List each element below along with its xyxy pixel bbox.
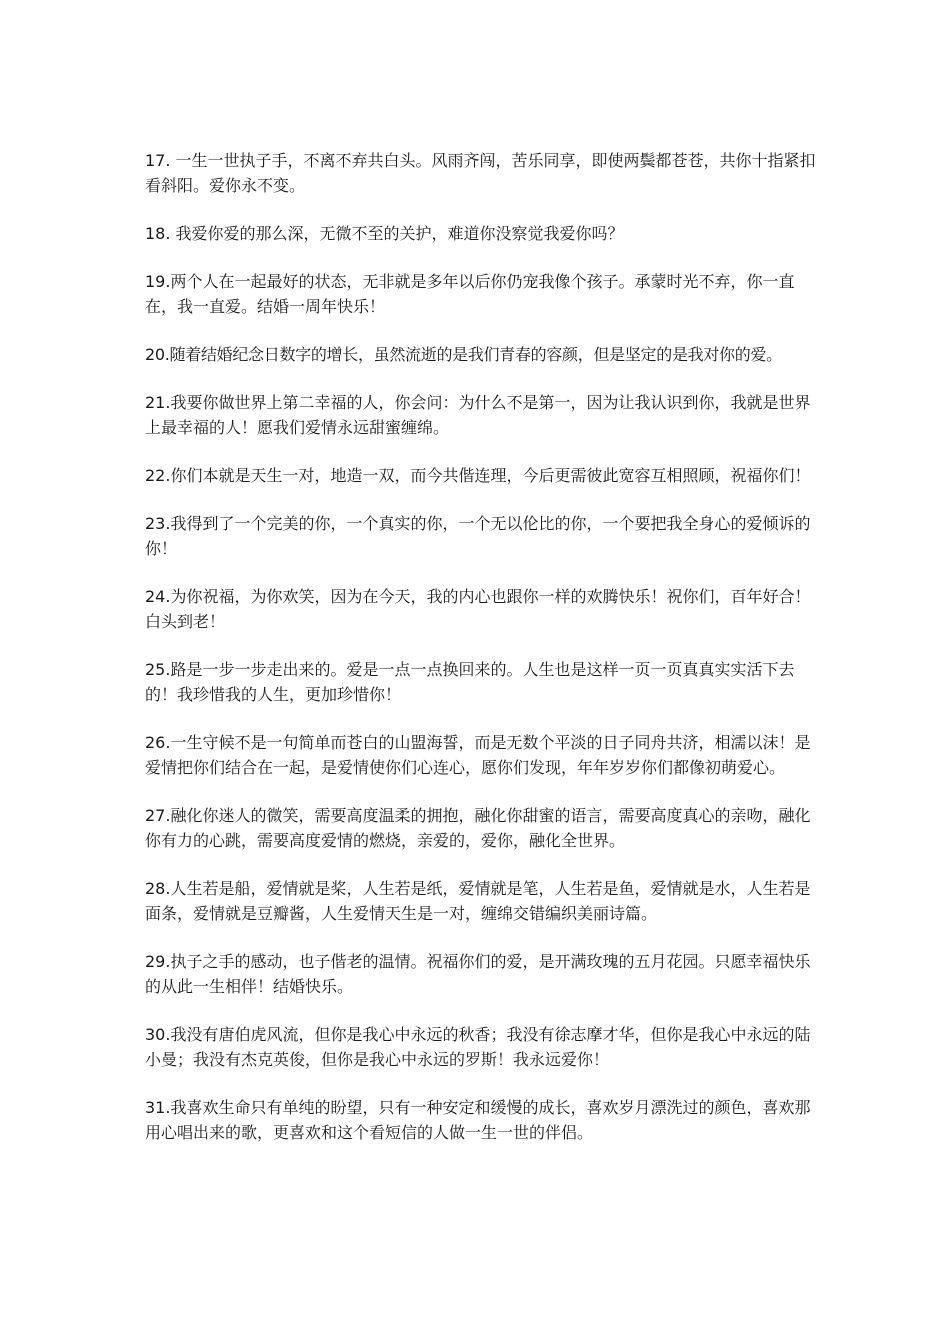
wish-entry-25: 25.路是一步一步走出来的。爱是一点一点换回来的。人生也是这样一页一页真真实实活下去的！我珍惜我的人生，更加珍惜你！	[145, 660, 795, 704]
wish-entry-24: 24.为你祝福，为你欢笑，因为在今天，我的内心也跟你一样的欢腾快乐！祝你们，百年好合！白头到老！	[145, 587, 811, 631]
document-body	[145, 148, 817, 1168]
wish-entry-19: 19.两个人在一起最好的状态，无非就是多年以后你仍宠我像个孩子。承蒙时光不弃，你一直在，我一直爱。结婚一周年快乐！	[145, 272, 795, 316]
wish-entry-23: 23.我得到了一个完美的你，一个真实的你，一个无以伦比的你，一个要把我全身心的爱倾诉的你！	[145, 514, 811, 558]
wish-entry-27: 27.融化你迷人的微笑，需要高度温柔的拥抱，融化你甜蜜的语言，需要高度真心的亲吻，融化你有力的心跳，需要高度爱情的燃烧，亲爱的，爱你，融化全世界。	[145, 806, 811, 850]
wish-entry-29: 29.执子之手的感动，也子偕老的温情。祝福你们的爱，是开满玫瑰的五月花园。只愿幸福快乐的从此一生相伴！结婚快乐。	[145, 952, 811, 996]
wish-entry-26: 26.一生守候不是一句简单而苍白的山盟海誓，而是无数个平淡的日子同舟共济，相濡以沫！是爱情把你们结合在一起，是爱情使你们心连心，愿你们发现，年年岁岁你们都像初萌爱心。	[145, 733, 811, 777]
wish-entry-21: 21.我要你做世界上第二幸福的人，你会问：为什么不是第一，因为让我认识到你，我就是世界上最幸福的人！愿我们爱情永远甜蜜缠绵。	[145, 393, 811, 437]
wish-entry-18: 18. 我爱你爱的那么深，无微不至的关护，难道你没察觉我爱你吗？	[145, 224, 624, 243]
wish-entry-31: 31.我喜欢生命只有单纯的盼望，只有一种安定和缓慢的成长，喜欢岁月漂洗过的颜色，喜欢那用心唱出来的歌，更喜欢和这个看短信的人做一生一世的伴侣。	[145, 1098, 811, 1142]
wish-entry-17: 17. 一生一世执子手，不离不弃共白头。风雨齐闯，苦乐同享，即使两鬓都苍苍，共你十指紧扣看斜阳。爱你永不变。	[145, 151, 816, 195]
wish-entry-28: 28.人生若是船，爱情就是桨，人生若是纸，爱情就是笔，人生若是鱼，爱情就是水，人生若是面条，爱情就是豆瓣酱，人生爱情天生是一对，缠绵交错编织美丽诗篇。	[145, 879, 811, 923]
wish-entry-22: 22.你们本就是天生一对，地造一双，而今共偕连理，今后更需彼此宽容互相照顾，祝福你们！	[145, 466, 811, 485]
wish-entry-30: 30.我没有唐伯虎风流，但你是我心中永远的秋香；我没有徐志摩才华，但你是我心中永远的陆小曼；我没有杰克英俊，但你是我心中永远的罗斯！我永远爱你！	[145, 1025, 811, 1069]
wish-entry-20: 20.随着结婚纪念日数字的增长，虽然流逝的是我们青春的容颜，但是坚定的是我对你的爱。	[145, 345, 782, 364]
